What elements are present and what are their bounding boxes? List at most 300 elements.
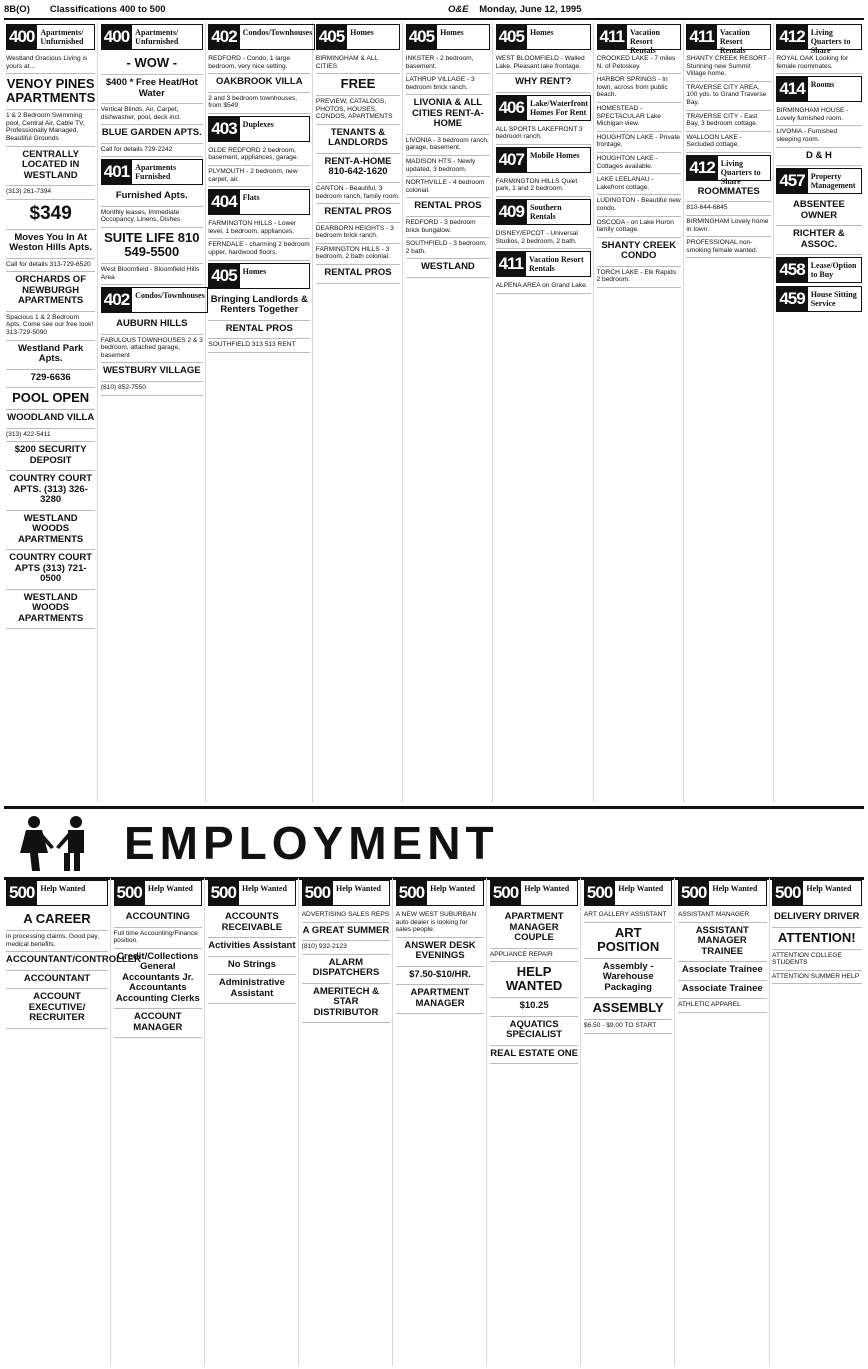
classified-ad-text bbox=[597, 267, 681, 288]
category-label: Apartments/ Unfurnished bbox=[132, 24, 203, 50]
category-label: Flats bbox=[240, 189, 311, 215]
ad-text: WESTLAND bbox=[420, 261, 475, 273]
classified-ad-text bbox=[406, 156, 490, 177]
ad-text: D & H bbox=[805, 149, 832, 161]
ad-text: BIRMINGHAM HOUSE - Lovely furnished room. bbox=[776, 107, 849, 122]
display-ad-subhead bbox=[490, 1017, 579, 1046]
classified-ad-text bbox=[776, 53, 861, 74]
classified-ad-text bbox=[101, 144, 203, 158]
ad-text: REDFORD - 3 bedroom brick bungalow. bbox=[405, 218, 476, 234]
category-header bbox=[776, 286, 861, 312]
ad-text: LIVONIA - 3 bedroom ranch, garage, basement. bbox=[405, 136, 489, 152]
category-label: Help Wanted bbox=[145, 880, 202, 906]
classified-ad-text bbox=[316, 53, 400, 74]
display-ad-subhead bbox=[302, 955, 391, 984]
display-ad-price bbox=[6, 200, 95, 230]
ad-column bbox=[300, 878, 394, 1366]
display-ad-subhead bbox=[316, 154, 400, 183]
ad-text: BLUE GARDEN APTS. bbox=[101, 127, 202, 139]
category-number: 405 bbox=[406, 24, 437, 50]
ad-column bbox=[206, 22, 313, 802]
category-header bbox=[406, 24, 490, 50]
ad-text: SOUTHFIELD 313 513 RENT bbox=[208, 341, 296, 349]
classified-ad-text bbox=[597, 153, 681, 174]
category-number: 406 bbox=[496, 95, 527, 121]
ad-text: Vertical Blinds, Air, Carpet, dishwasher, pool, deck incl. bbox=[100, 106, 182, 121]
classified-ad-text bbox=[101, 104, 203, 125]
ad-text: FARMINGTON HILLS Quiet park, 1 and 2 bedroom. bbox=[495, 177, 578, 193]
display-ad-subhead bbox=[114, 909, 203, 928]
classified-ad-text bbox=[406, 238, 490, 259]
ad-text: 810-644-6845 bbox=[686, 204, 728, 212]
category-number: 412 bbox=[686, 155, 717, 181]
display-ad-headline bbox=[584, 998, 673, 1020]
classified-ad-text bbox=[208, 93, 310, 114]
ad-text: CROOKED LAKE - 7 miles N. of Petoskey. bbox=[596, 55, 676, 70]
ad-text: APARTMENT MANAGER COUPLE bbox=[504, 911, 564, 943]
ad-text: RENTAL PROS bbox=[414, 200, 482, 212]
display-ad-subhead bbox=[772, 909, 861, 928]
classified-ad-text bbox=[496, 228, 591, 249]
ad-text: SHANTY CREEK CONDO bbox=[601, 239, 677, 262]
category-label: Apartments/ Unfurnished bbox=[37, 24, 95, 50]
publication-name: O&E bbox=[448, 3, 469, 15]
display-ad-subhead bbox=[316, 125, 400, 154]
display-ad-subhead bbox=[114, 949, 203, 1010]
ad-text: TRAVERSE CITY AREA, 100 yds. to Grand Traverse Bay. bbox=[686, 83, 767, 106]
display-ad-subhead bbox=[101, 75, 203, 104]
category-header bbox=[114, 880, 203, 906]
classified-ad-text bbox=[6, 429, 95, 443]
category-number: 500 bbox=[208, 880, 239, 906]
category-number: 403 bbox=[208, 116, 239, 142]
display-ad-subhead bbox=[208, 321, 310, 340]
category-header bbox=[101, 24, 203, 50]
category-header bbox=[396, 880, 485, 906]
category-number: 400 bbox=[101, 24, 132, 50]
ad-text: ACCOUNT EXECUTIVE/ RECRUITER bbox=[28, 991, 86, 1024]
ad-text: (313) 261-7394 bbox=[6, 188, 52, 196]
ad-text: SOUTHFIELD - 3 bedroom, 2 bath. bbox=[405, 240, 487, 255]
display-ad-subhead bbox=[490, 1046, 579, 1065]
ad-text: LIVONIA - Furnished sleeping room. bbox=[776, 128, 838, 143]
ad-text: 1 & 2 Bedroom Swimming pool, Central Air, Cable TV, Professionally Managed, Beautiful Grounds bbox=[6, 112, 85, 142]
display-ad-subhead bbox=[396, 938, 485, 967]
classified-ad-text bbox=[6, 312, 95, 341]
ad-text: ALL SPORTS LAKEFRONT 3 bedroom ranch. bbox=[495, 125, 583, 141]
category-number: 411 bbox=[496, 251, 526, 277]
category-header bbox=[776, 24, 861, 55]
ad-text: PROFESSIONAL non-smoking female wanted. bbox=[686, 239, 758, 254]
ad-text: INKSTER - 2 bedroom, basement. bbox=[405, 55, 474, 70]
display-ad-subhead bbox=[6, 410, 95, 429]
ad-text: Associate Trainee bbox=[681, 964, 763, 976]
ad-text: WALLOON LAKE - Secluded cottage. bbox=[686, 133, 742, 149]
classified-ad-text bbox=[490, 949, 579, 963]
category-label: Condos/Townhouses bbox=[132, 287, 208, 313]
category-header bbox=[208, 24, 313, 50]
category-number: 411 bbox=[597, 24, 627, 50]
ad-text: MADISON HTS - Newly updated, 3 bedroom. bbox=[405, 158, 476, 173]
category-number: 402 bbox=[208, 24, 239, 50]
display-ad-subhead bbox=[496, 74, 591, 93]
ad-text: HOUGHTON LAKE - Cottages available. bbox=[596, 154, 658, 170]
ad-column bbox=[4, 22, 98, 802]
category-label: House Sitting Service bbox=[808, 286, 862, 312]
display-ad-subhead bbox=[396, 967, 485, 986]
ad-text: $6.50 - $9.00 TO START bbox=[583, 1022, 657, 1030]
ad-column bbox=[676, 878, 770, 1366]
display-ad-subhead bbox=[597, 238, 681, 267]
category-header bbox=[686, 24, 770, 55]
classified-ad-text bbox=[302, 941, 391, 955]
ad-text: WEST BLOOMFIELD - Walled Lake. Pleasant lake frontage. bbox=[495, 55, 585, 70]
ad-text: FREE bbox=[340, 76, 376, 92]
ad-text: REDFORD - Condo, 1 large bedroom, very nice setting. bbox=[208, 55, 291, 70]
ad-text: - WOW - bbox=[126, 55, 178, 70]
ad-text: ATTENTION COLLEGE STUDENTS bbox=[772, 951, 842, 967]
classified-ad-text bbox=[302, 909, 391, 923]
ad-text: CANTON - Beautiful, 3 bedroom ranch, family room. bbox=[315, 184, 400, 200]
category-label: Help Wanted bbox=[615, 880, 672, 906]
display-ad-subhead bbox=[114, 1009, 203, 1038]
ad-text: DISNEY/EPCOT - Universal Studios, 2 bedroom, 2 bath. bbox=[495, 230, 578, 245]
classifieds-help-wanted bbox=[4, 878, 864, 1366]
display-ad-subhead bbox=[490, 909, 579, 949]
category-number: 500 bbox=[772, 880, 803, 906]
ad-column bbox=[684, 22, 773, 802]
display-ad-subhead bbox=[208, 957, 297, 976]
ad-text: APARTMENT MANAGER bbox=[410, 987, 470, 1009]
ad-text: ANSWER DESK EVENINGS bbox=[404, 939, 476, 962]
classified-ad-text bbox=[6, 110, 95, 146]
display-ad-headline bbox=[101, 53, 203, 75]
category-header bbox=[101, 159, 203, 185]
ad-text: $200 SECURITY DEPOSIT bbox=[14, 444, 87, 466]
classifieds-housing bbox=[4, 22, 864, 802]
display-ad-subhead bbox=[584, 959, 673, 999]
display-ad-subhead bbox=[208, 74, 310, 93]
ad-text: ASSISTANT MANAGER TRAINEE bbox=[695, 924, 749, 957]
classified-ad-text bbox=[208, 218, 310, 239]
category-number: 402 bbox=[101, 287, 132, 313]
category-header bbox=[772, 880, 861, 906]
display-ad-subhead bbox=[6, 590, 95, 630]
category-number: 400 bbox=[6, 24, 37, 50]
display-ad-subhead bbox=[490, 998, 579, 1017]
classified-ad-text bbox=[208, 145, 310, 166]
category-header bbox=[686, 155, 770, 186]
ad-text: OLDE REDFORD 2 bedroom, basement, appliances, garage. bbox=[208, 146, 299, 162]
display-ad-subhead bbox=[6, 370, 95, 389]
ad-text: HELP WANTED bbox=[505, 964, 563, 994]
ad-column bbox=[99, 22, 206, 802]
display-ad-subhead bbox=[776, 148, 861, 167]
ad-text: POOL OPEN bbox=[12, 390, 90, 406]
ad-text: VENOY PINES APARTMENTS bbox=[6, 76, 96, 106]
display-ad-subhead bbox=[406, 259, 490, 278]
classified-ad-text bbox=[496, 124, 591, 145]
category-label: Help Wanted bbox=[709, 880, 766, 906]
ad-column bbox=[595, 22, 684, 802]
ad-text: RENT-A-HOME 810-642-1620 bbox=[324, 155, 392, 178]
category-number: 414 bbox=[776, 76, 807, 102]
classified-ad-text bbox=[208, 339, 310, 353]
ad-text: AQUATICS SPECIALIST bbox=[506, 1018, 563, 1041]
category-label: Mobile Homes bbox=[527, 147, 591, 173]
category-number: 404 bbox=[208, 189, 239, 215]
category-header bbox=[496, 199, 591, 225]
ad-text: ASSISTANT MANAGER bbox=[677, 911, 750, 918]
ad-text: LAKE LEELANAU - Lakefront cottage. bbox=[596, 176, 654, 191]
classified-ad-text bbox=[114, 928, 203, 949]
classified-ad-text bbox=[316, 183, 400, 204]
ad-text: $349 bbox=[29, 202, 72, 224]
category-number: 458 bbox=[776, 257, 807, 283]
category-header bbox=[208, 116, 310, 142]
classified-ad-text bbox=[597, 217, 681, 238]
ad-text: Moves You In At Weston Hills Apts. bbox=[9, 231, 93, 254]
display-ad-headline bbox=[6, 388, 95, 410]
category-label: Rooms bbox=[808, 76, 862, 102]
category-number: 412 bbox=[776, 24, 807, 50]
classified-ad-text bbox=[316, 96, 400, 125]
ad-text: BIRMINGHAM & ALL CITIES bbox=[315, 55, 378, 70]
category-label: Condos/Townhouses bbox=[240, 24, 316, 50]
ad-text: Monthly leases, Immediate Occupancy, Linens, Dishes bbox=[100, 208, 181, 224]
ad-text: PREVIEW, CATALOGS, PHOTOS, HOUSES, CONDOS, APARTMENTS bbox=[315, 98, 393, 121]
ad-text: ROOMMATES bbox=[697, 185, 760, 197]
category-label: Help Wanted bbox=[37, 880, 108, 906]
display-ad-subhead bbox=[678, 923, 767, 963]
ad-text: (810) 852-7550 bbox=[100, 383, 146, 391]
ad-text: Call for details 729-2242 bbox=[100, 145, 173, 153]
ad-text: Westland Park Apts. bbox=[18, 342, 84, 365]
category-header bbox=[776, 76, 861, 102]
display-ad-subhead bbox=[406, 95, 490, 135]
ad-text: AUBURN HILLS bbox=[116, 318, 188, 330]
display-ad-subhead bbox=[396, 985, 485, 1014]
category-header bbox=[316, 24, 400, 50]
ad-text: WESTLAND WOODS APARTMENTS bbox=[18, 512, 84, 545]
ad-column bbox=[314, 22, 403, 802]
classified-ad-text bbox=[6, 259, 95, 273]
classified-ad-text bbox=[101, 264, 203, 285]
classified-ad-text bbox=[208, 166, 310, 187]
category-header bbox=[6, 880, 108, 906]
classified-ad-text bbox=[597, 74, 681, 103]
classified-ad-text bbox=[597, 195, 681, 216]
ad-text: DEARBORN HEIGHTS - 3 bedroom brick ranch. bbox=[315, 224, 394, 240]
employment-title: EMPLOYMENT bbox=[124, 817, 499, 869]
ad-text: Administrative Assistant bbox=[218, 977, 285, 999]
ad-column bbox=[394, 878, 488, 1366]
classified-ad-text bbox=[208, 53, 310, 74]
ad-text: HOMESTEAD - SPECTACULAR Lake Michigan view. bbox=[596, 104, 661, 128]
display-ad-subhead bbox=[6, 550, 95, 590]
category-label: Southern Rentals bbox=[527, 199, 591, 225]
category-number: 405 bbox=[208, 263, 239, 289]
ad-text: BIRMINGHAM Lovely home in town. bbox=[686, 218, 769, 233]
ad-text: COUNTRY COURT APTS. (313) 326-3280 bbox=[9, 473, 93, 506]
classified-ad-text bbox=[406, 177, 490, 198]
ad-text: ACCOUNTING bbox=[125, 911, 190, 922]
ad-text: SUITE LIFE 810 549-5500 bbox=[104, 229, 200, 259]
display-ad-subhead bbox=[6, 272, 95, 312]
classified-ad-text bbox=[496, 53, 591, 74]
category-header bbox=[678, 880, 767, 906]
classified-ad-text bbox=[406, 135, 490, 156]
ad-text: (810) 932-2123 bbox=[301, 943, 347, 951]
ad-column bbox=[488, 878, 582, 1366]
ad-text: $400 * Free Heat/Hot Water bbox=[105, 77, 198, 99]
category-header bbox=[597, 24, 681, 55]
ad-text: $10.25 bbox=[519, 1000, 549, 1012]
category-header bbox=[208, 189, 310, 215]
ad-text: (313) 422-5411 bbox=[6, 430, 51, 438]
category-number: 411 bbox=[686, 24, 716, 50]
ad-column bbox=[494, 22, 594, 802]
category-header bbox=[496, 24, 591, 50]
classified-ad-text bbox=[406, 217, 490, 238]
ad-text: No Strings bbox=[227, 958, 276, 970]
category-label: Help Wanted bbox=[521, 880, 578, 906]
display-ad-subhead bbox=[406, 198, 490, 217]
ad-text: A NEW WEST SUBURBAN auto dealer is looking for sales people. bbox=[395, 911, 477, 934]
category-label: Living Quarters to Share bbox=[808, 24, 862, 50]
ad-text: ROYAL OAK Looking for female roommates. bbox=[776, 55, 849, 70]
category-number: 401 bbox=[101, 159, 132, 185]
ad-text: A GREAT SUMMER bbox=[302, 924, 390, 936]
display-ad-subhead bbox=[101, 125, 203, 144]
page-header bbox=[4, 0, 864, 20]
ad-text: TENANTS & LANDLORDS bbox=[328, 126, 388, 149]
display-ad-subhead bbox=[208, 938, 297, 957]
ad-text: REAL ESTATE ONE bbox=[490, 1047, 578, 1059]
display-ad-subhead bbox=[6, 511, 95, 551]
ad-text: WHY RENT? bbox=[515, 76, 572, 88]
display-ad-headline bbox=[772, 928, 861, 950]
category-label: Living Quarters to Share bbox=[718, 155, 771, 181]
ad-text: FARMINGTON HILLS - Lower level, 1 bedroom, appliances. bbox=[208, 220, 297, 235]
ad-text: ART POSITION bbox=[597, 924, 660, 954]
display-ad-headline bbox=[490, 962, 579, 998]
display-ad-subhead bbox=[6, 147, 95, 187]
ad-text: WESTBURY VILLAGE bbox=[102, 365, 201, 377]
classified-ad-text bbox=[6, 186, 95, 200]
ad-column bbox=[206, 878, 300, 1366]
classified-ad-text bbox=[101, 207, 203, 228]
category-label: Vacation Resort Rentals bbox=[717, 24, 771, 50]
category-header bbox=[208, 880, 297, 906]
category-header bbox=[101, 287, 203, 313]
ad-text: ATTENTION SUMMER HELP bbox=[772, 972, 860, 980]
category-number: 500 bbox=[6, 880, 37, 906]
classified-ad-text bbox=[686, 53, 770, 82]
classified-ad-text bbox=[101, 335, 203, 364]
classified-ad-text bbox=[597, 174, 681, 195]
ad-text: PLYMOUTH - 2 bedroom, new carpet, air. bbox=[208, 168, 298, 183]
category-label: Vacation Resort Rentals bbox=[627, 24, 681, 50]
classified-ad-text bbox=[772, 971, 861, 985]
ad-text: Activities Assistant bbox=[208, 940, 296, 951]
display-ad-subhead bbox=[101, 316, 203, 335]
category-header bbox=[6, 24, 95, 50]
category-number: 409 bbox=[496, 199, 527, 225]
display-ad-headline bbox=[101, 228, 203, 264]
display-ad-subhead bbox=[678, 962, 767, 981]
ad-text: Full time Accounting/Finance position. bbox=[113, 929, 198, 945]
ad-text: APPLIANCE REPAIR bbox=[489, 950, 553, 958]
employment-banner bbox=[4, 806, 864, 880]
ad-text: West Bloomfield - Bloomfield Hills Area bbox=[100, 265, 200, 281]
ad-text: ACCOUNT MANAGER bbox=[133, 1011, 183, 1033]
classified-ad-text bbox=[686, 216, 770, 237]
classified-ad-text bbox=[406, 74, 490, 95]
ad-text: SHANTY CREEK RESORT - Stunning new Summit Village home. bbox=[686, 55, 771, 78]
category-header bbox=[208, 263, 310, 289]
ad-text: RENTAL PROS bbox=[225, 322, 293, 334]
classified-ad-text bbox=[686, 202, 770, 216]
ad-text: Assembly - Warehouse Packaging bbox=[602, 960, 654, 993]
ad-text: Furnished Apts. bbox=[115, 190, 188, 202]
category-header bbox=[584, 880, 673, 906]
category-header bbox=[496, 95, 591, 121]
category-label: Homes bbox=[347, 24, 400, 50]
category-number: 500 bbox=[584, 880, 615, 906]
category-number: 407 bbox=[496, 147, 527, 173]
category-number: 459 bbox=[776, 286, 807, 312]
ad-text: RENTAL PROS bbox=[324, 267, 392, 279]
category-header bbox=[496, 251, 591, 277]
display-ad-subhead bbox=[6, 341, 95, 370]
ad-text: ATTENTION! bbox=[777, 929, 856, 945]
category-label: Homes bbox=[240, 263, 311, 289]
classified-ad-text bbox=[678, 999, 767, 1013]
ad-text: LIVONIA & ALL CITIES RENT-A-HOME bbox=[411, 97, 484, 130]
ad-text: $7.50-$10/HR. bbox=[409, 968, 471, 980]
classified-ad-text bbox=[316, 223, 400, 244]
ad-text: Bringing Landlords & Renters Together bbox=[210, 293, 308, 316]
category-label: Homes bbox=[527, 24, 591, 50]
ad-text: OSCODA - on Lake Huron family cottage. bbox=[596, 218, 674, 234]
classified-ad-text bbox=[396, 909, 485, 938]
category-label: Apartments Furnished bbox=[132, 159, 203, 185]
category-header bbox=[776, 168, 861, 194]
category-label: Help Wanted bbox=[427, 880, 484, 906]
display-ad-headline bbox=[6, 909, 108, 931]
issue-date: Monday, June 12, 1995 bbox=[479, 3, 582, 15]
display-ad-subhead bbox=[6, 971, 108, 990]
classified-ad-text bbox=[686, 132, 770, 153]
ad-text: FABULOUS TOWNHOUSES 2 & 3 bedroom, attached garage, basement bbox=[100, 336, 203, 359]
section-title: Classifications 400 to 500 bbox=[49, 3, 166, 15]
ad-text: ORCHARDS OF NEWBURGH APARTMENTS bbox=[15, 274, 87, 307]
classified-ad-text bbox=[101, 382, 203, 396]
display-ad-subhead bbox=[208, 975, 297, 1004]
display-ad-subhead bbox=[316, 204, 400, 223]
category-number: 405 bbox=[496, 24, 527, 50]
display-ad-subhead bbox=[686, 184, 770, 203]
category-label: Homes bbox=[437, 24, 490, 50]
display-ad-subhead bbox=[208, 909, 297, 938]
category-number: 500 bbox=[678, 880, 709, 906]
classified-ad-text bbox=[597, 53, 681, 74]
ad-text: TORCH LAKE - Elk Rapids 2 bedroom. bbox=[596, 268, 676, 284]
ad-column bbox=[582, 878, 676, 1366]
classified-ad-text bbox=[686, 111, 770, 132]
category-number: 457 bbox=[776, 168, 807, 194]
